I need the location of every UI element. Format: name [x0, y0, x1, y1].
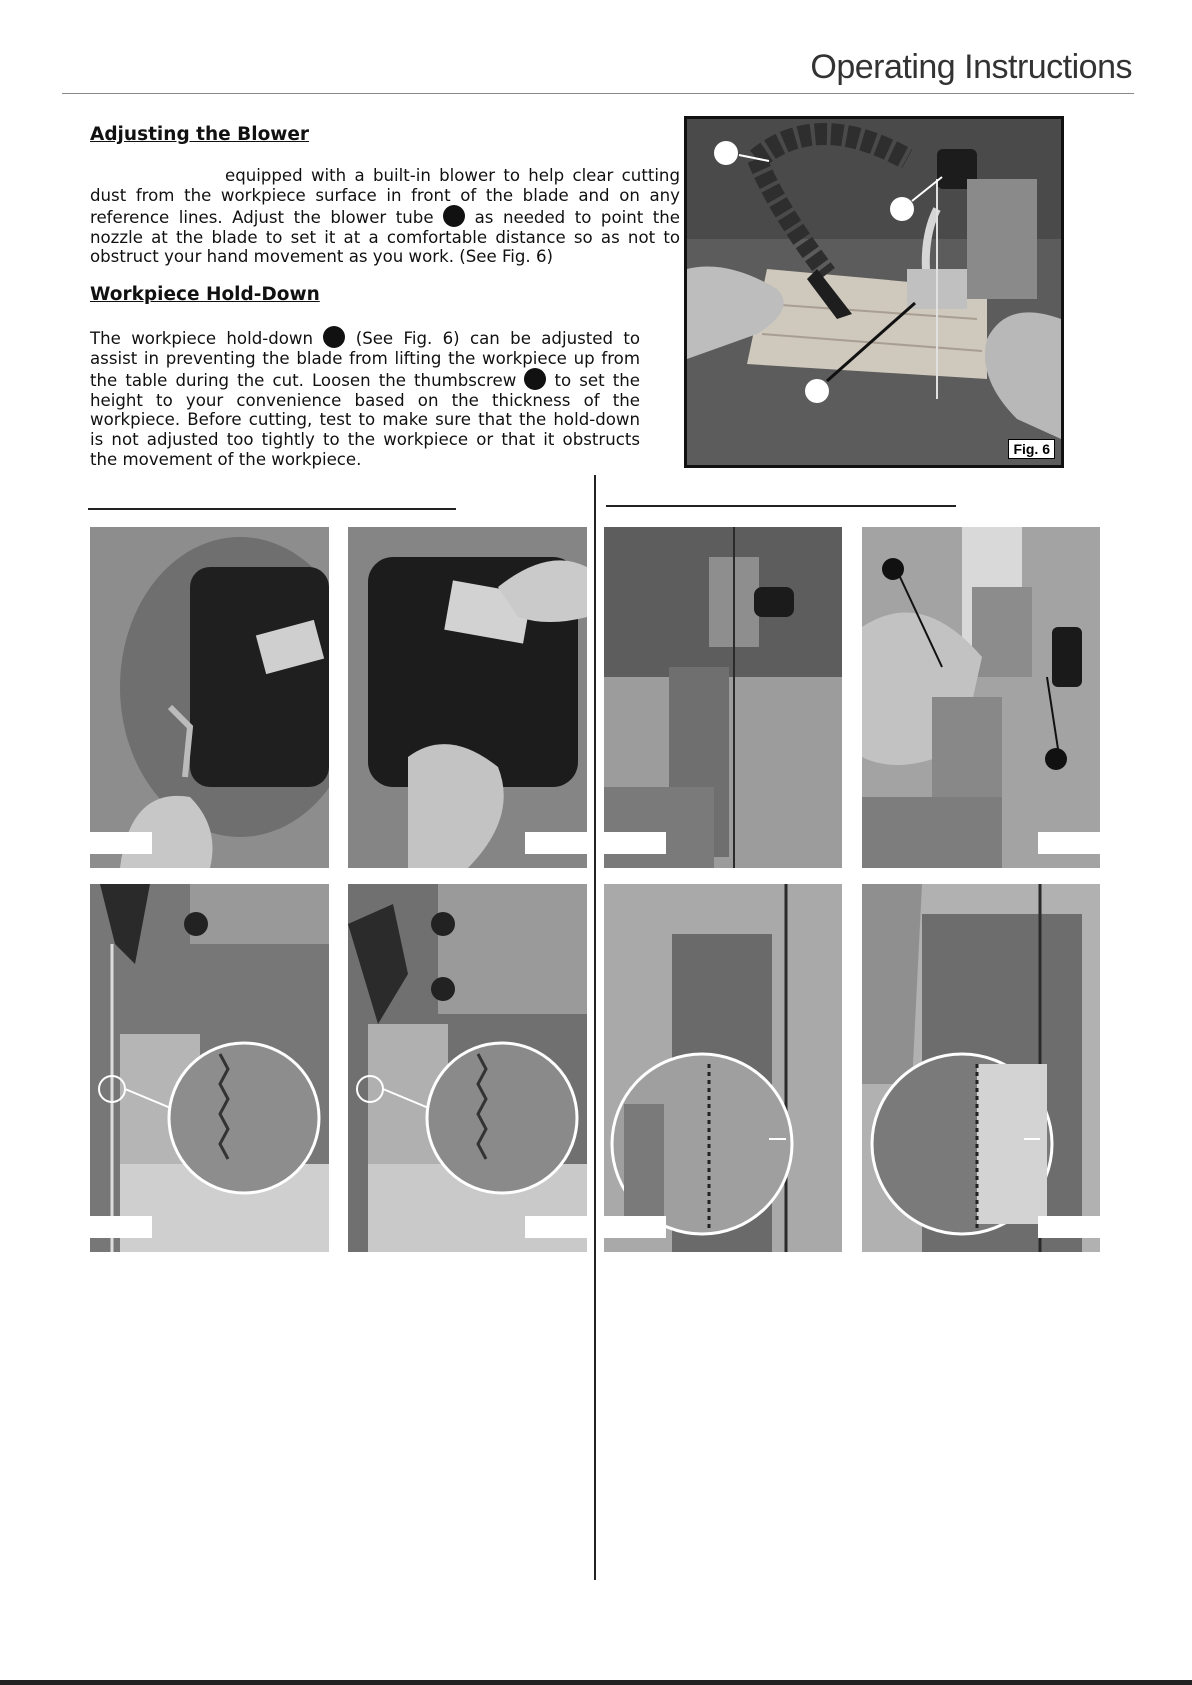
heading-adjusting-blower: Adjusting the Blower: [90, 124, 310, 145]
left-section-rule: [88, 508, 456, 510]
page-title: Operating Instructions: [810, 48, 1132, 86]
blade-square-check-2-image: [862, 884, 1100, 1252]
header-divider: [62, 93, 1134, 94]
photo-blade-square-check-1: [604, 884, 842, 1252]
holddown-text-2: (See Fig. 6) can be adjusted to assist in preventing the blade from lifting the workpiece up from the table during the cut. Loosen the thumbscrew: [90, 329, 640, 391]
page-bottom-border: [0, 1680, 1192, 1685]
callout-marker-icon: [323, 326, 345, 348]
holddown-paragraph: [90, 326, 640, 469]
figure-6-photo: [684, 116, 1064, 468]
caption-box: [90, 832, 152, 854]
blade-guide-square-image: [604, 527, 842, 868]
blower-text-1: equipped with a built-in blower to help clear cutting dust from the workpiece surface in front of the blade and on any reference lines. Adjust the blower tube: [90, 166, 680, 228]
holddown-text-1: The workpiece hold-down: [90, 329, 313, 348]
photo-blade-teeth-check-1: [90, 884, 329, 1252]
caption-box: [1038, 832, 1100, 854]
photo-motor-hex-key: [90, 527, 329, 868]
blade-teeth-check-2-image: [348, 884, 587, 1252]
callout-marker-icon: [443, 205, 465, 227]
blade-teeth-check-1-image: [90, 884, 329, 1252]
photo-guide-adjustment: [862, 527, 1100, 868]
callout-marker-icon: [524, 368, 546, 390]
blower-paragraph: [90, 166, 680, 267]
photo-motor-removal: [348, 527, 587, 868]
photo-blade-square-check-2: [862, 884, 1100, 1252]
motor-hex-key-image: [90, 527, 329, 868]
blower-holddown-illustration: [687, 119, 1061, 465]
caption-box: [90, 1216, 152, 1238]
figure-label: Fig. 6: [1008, 439, 1055, 459]
right-section-rule: [606, 505, 956, 507]
caption-box: [1038, 1216, 1100, 1238]
blower-text-2: as needed to point the nozzle at the blade to set it at a comfortable distance so as not to obstruct your hand movement as you work. (See Fig. 6): [90, 208, 681, 267]
blade-square-check-1-image: [604, 884, 842, 1252]
caption-box: [525, 1216, 587, 1238]
photo-blade-teeth-check-2: [348, 884, 587, 1252]
holddown-text-3: to set the height to your convenience based on the thickness of the workpiece. Before cutting, test to make sure that the hold-down is not adjusted too tightly to the workpiece or that it obstructs the movement of the workpiece.: [90, 371, 640, 469]
caption-box: [604, 1216, 666, 1238]
caption-box: [525, 832, 587, 854]
column-divider: [594, 475, 596, 1580]
caption-box: [604, 832, 666, 854]
guide-adjustment-image: [862, 527, 1100, 868]
heading-workpiece-hold-down: Workpiece Hold-Down: [90, 284, 320, 305]
motor-removal-image: [348, 527, 587, 868]
photo-blade-guide-square: [604, 527, 842, 868]
